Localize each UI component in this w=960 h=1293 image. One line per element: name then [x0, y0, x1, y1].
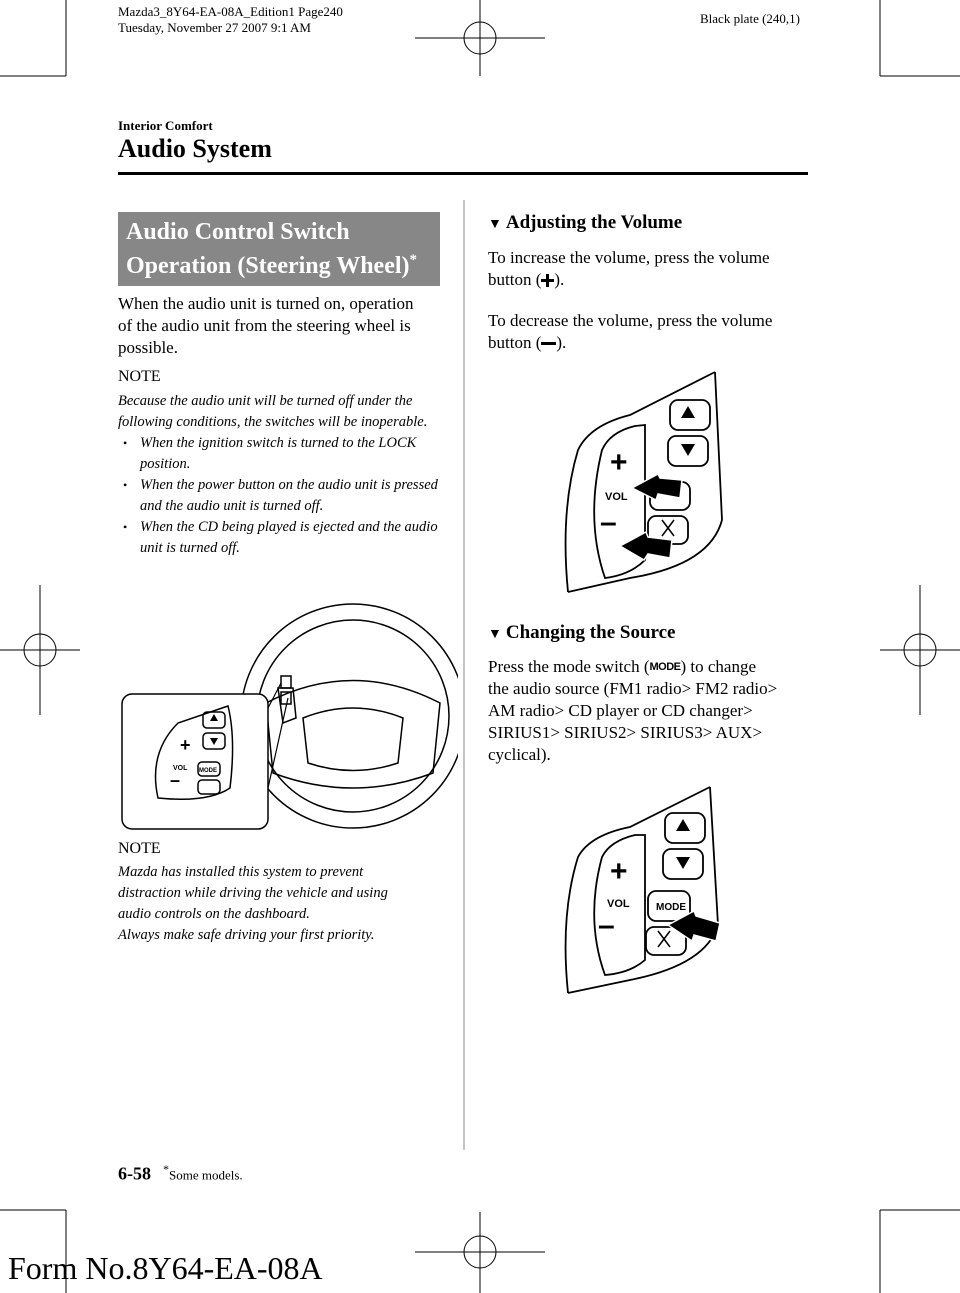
section-heading-line1: Audio Control Switch	[126, 219, 350, 245]
note-line: Always make safe driving your first priority.	[118, 927, 375, 943]
plus-icon	[541, 274, 554, 287]
source-paragraph	[488, 656, 828, 766]
note-bullet: • When the CD being played is ejected and the audio unit is turned off.	[118, 517, 448, 559]
mode-label: MODE	[656, 902, 686, 913]
text-line: ) to change	[680, 657, 757, 676]
volume-heading	[488, 212, 682, 234]
text-line: To increase the volume, press the volume	[488, 248, 770, 267]
note-line: Mazda has installed this system to prevent	[118, 864, 364, 880]
minus-icon	[541, 337, 556, 350]
svg-text:+: +	[180, 735, 191, 755]
title-rule	[118, 172, 808, 175]
section-heading-line2: Operation (Steering Wheel)	[126, 253, 410, 279]
page-title: Audio System	[118, 134, 272, 163]
file-date-line: Tuesday, November 27 2007 9:1 AM	[118, 20, 311, 35]
section-heading-box	[118, 212, 440, 286]
svg-text:+: +	[610, 855, 628, 888]
some-models-mark: *	[163, 1162, 169, 1176]
steering-wheel-illustration	[118, 588, 458, 833]
some-models-mark: *	[409, 252, 418, 268]
text-line: Press the mode switch (	[488, 657, 650, 676]
file-name-line: Mazda3_8Y64-EA-08A_Edition1 Page240	[118, 4, 343, 19]
form-number: Form No.8Y64-EA-08A	[8, 1250, 323, 1286]
triangle-icon: ▼	[488, 627, 502, 642]
mode-label: MODE	[199, 768, 217, 774]
note-label: NOTE	[118, 840, 161, 857]
section-label: Interior Comfort	[118, 118, 213, 133]
text-line: SIRIUS1> SIRIUS2> SIRIUS3> AUX>	[488, 723, 763, 742]
svg-text:–: –	[600, 506, 617, 539]
text-line: AM radio> CD player or CD changer>	[488, 701, 753, 720]
volume-increase-paragraph	[488, 247, 818, 291]
source-heading	[488, 622, 675, 644]
note-bullet: • When the ignition switch is turned to the LOCK position.	[118, 433, 448, 475]
text-line: ).	[554, 270, 565, 289]
source-heading-text: Changing the Source	[505, 622, 676, 643]
vol-label: VOL	[173, 765, 188, 772]
note-label: NOTE	[118, 368, 161, 385]
mode-switch-illustration	[560, 785, 740, 1000]
note-line: audio controls on the dashboard.	[118, 906, 310, 922]
mode-icon: MODE	[649, 661, 681, 673]
note-text	[118, 862, 458, 946]
text-line: cyclical).	[488, 745, 551, 764]
volume-decrease-paragraph	[488, 310, 818, 354]
vol-label: VOL	[607, 898, 630, 910]
note-paragraph: Because the audio unit will be turned off under the following conditions, the switches will be inoperable.	[118, 393, 428, 430]
svg-text:–: –	[598, 909, 615, 942]
page-footer	[118, 1162, 243, 1184]
text-line: To decrease the volume, press the volume	[488, 311, 773, 330]
text-line: button (	[488, 270, 542, 289]
volume-heading-text: Adjusting the Volume	[505, 212, 683, 233]
vol-label: VOL	[605, 491, 628, 503]
svg-text:+: +	[610, 446, 628, 479]
intro-paragraph: When the audio unit is turned on, operation of the audio unit from the steering wheel is possible.	[118, 294, 414, 357]
note-bullet: • When the power button on the audio unit is pressed and the audio unit is turned off.	[118, 475, 448, 517]
text-line: ).	[556, 333, 567, 352]
footer-note: Some models.	[169, 1167, 243, 1183]
text-line: button (	[488, 333, 542, 352]
svg-text:–: –	[170, 770, 181, 790]
text-line: the audio source (FM1 radio> FM2 radio>	[488, 679, 778, 698]
triangle-icon: ▼	[488, 217, 502, 232]
file-info	[118, 4, 343, 36]
volume-switch-illustration	[560, 370, 740, 595]
page-number: 6-58	[118, 1163, 151, 1184]
note-text	[118, 391, 448, 559]
plate-info: Black plate (240,1)	[700, 11, 800, 26]
note-line: distraction while driving the vehicle and using	[118, 885, 388, 901]
